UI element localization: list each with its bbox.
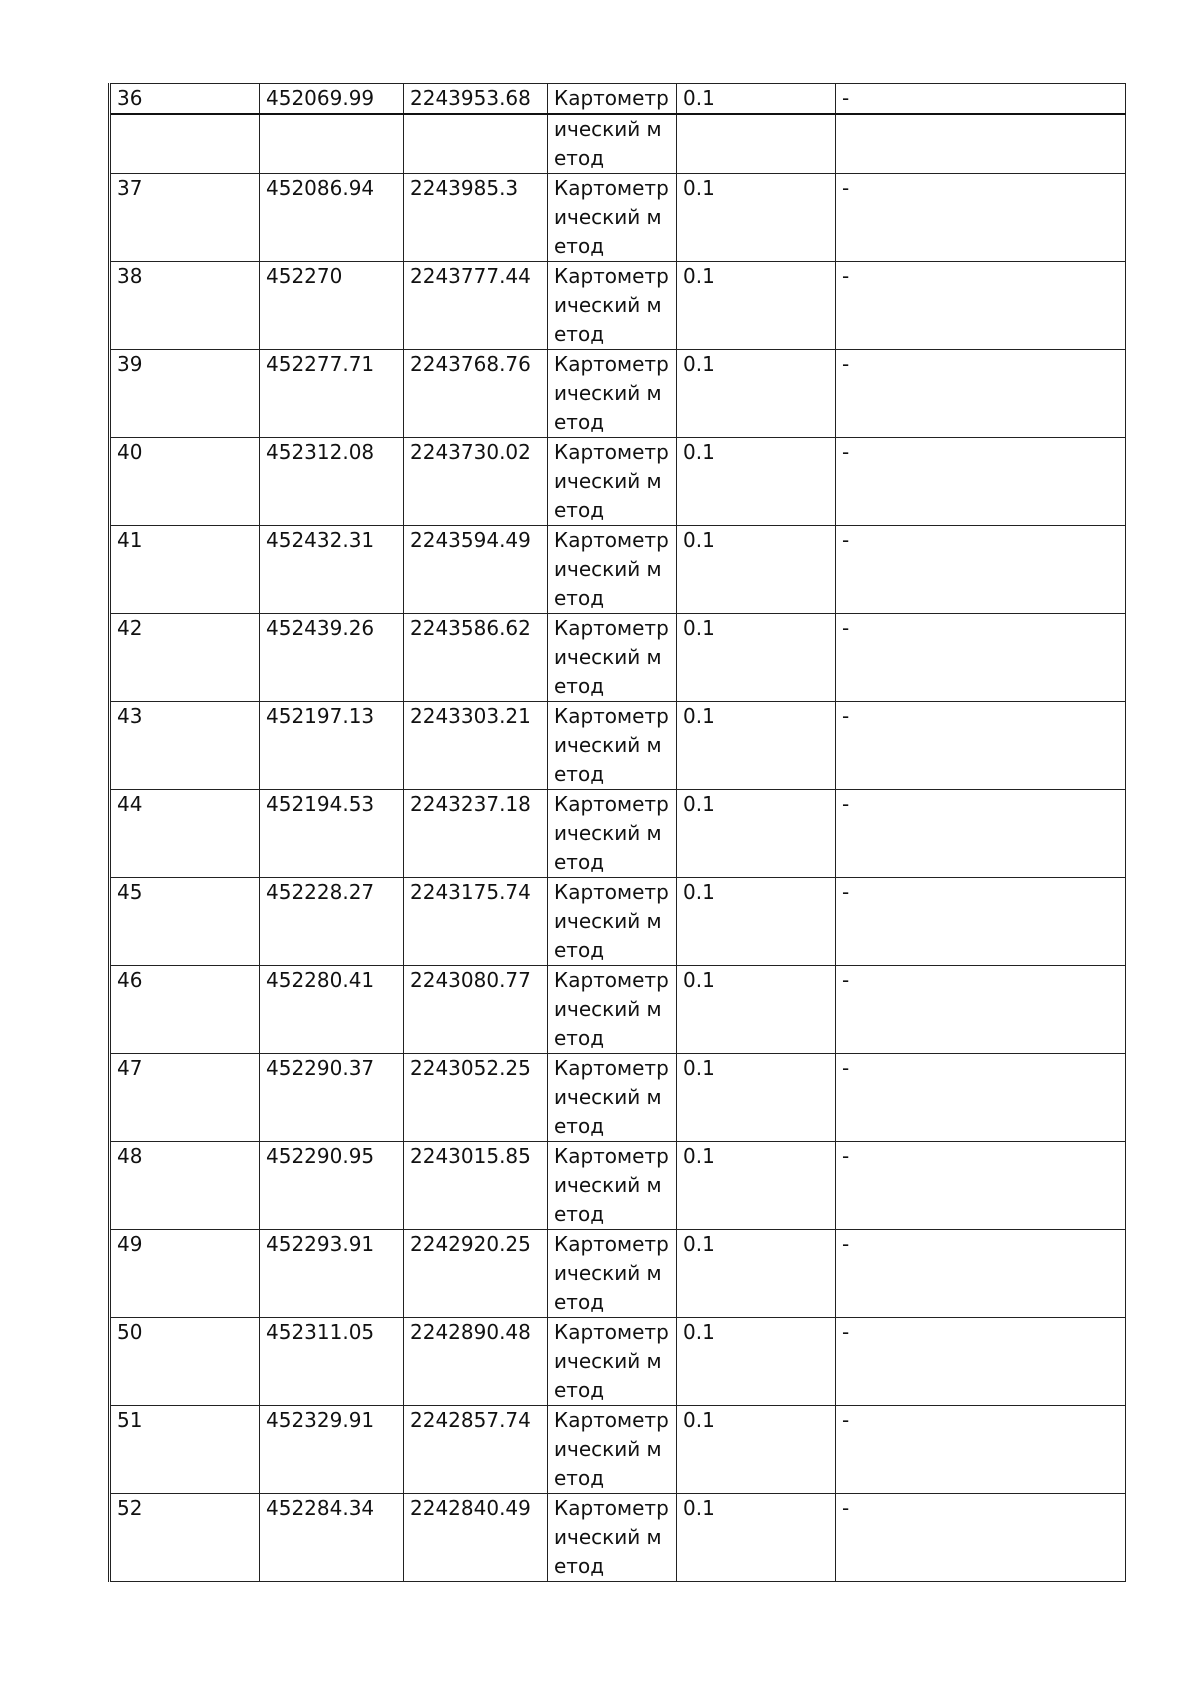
method-cell: Картометрический метод [548, 1494, 677, 1582]
x-coordinate-cell: 452311.05 [260, 1318, 404, 1406]
y-coordinate-cell: 2243237.18 [404, 790, 548, 878]
y-coordinate-cell: 2242840.49 [404, 1494, 548, 1582]
method-cell: Картометрический метод [548, 1054, 677, 1142]
x-coordinate-cell: 452069.99 [260, 84, 404, 115]
method-cell: Картометрический метод [548, 526, 677, 614]
table-row [110, 526, 1126, 614]
table-row [110, 1230, 1126, 1318]
y-coordinate-cell: 2243594.49 [404, 526, 548, 614]
point-number-cell: 36 [110, 84, 260, 115]
description-cell [836, 114, 1126, 174]
x-coordinate-cell: 452197.13 [260, 702, 404, 790]
y-coordinate-cell: 2242857.74 [404, 1406, 548, 1494]
point-number-cell: 37 [110, 174, 260, 262]
x-coordinate-cell: 452293.91 [260, 1230, 404, 1318]
table-row [110, 1318, 1126, 1406]
point-number-cell: 52 [110, 1494, 260, 1582]
point-number-cell: 40 [110, 438, 260, 526]
point-number-cell: 50 [110, 1318, 260, 1406]
method-cell: Картометрический метод [548, 174, 677, 262]
accuracy-cell: 0.1 [677, 614, 836, 702]
accuracy-cell: 0.1 [677, 350, 836, 438]
point-number-cell: 45 [110, 878, 260, 966]
table-row [110, 174, 1126, 262]
method-cell: Картометрический метод [548, 1230, 677, 1318]
table-row [110, 614, 1126, 702]
accuracy-cell: 0.1 [677, 702, 836, 790]
x-coordinate-cell: 452277.71 [260, 350, 404, 438]
x-coordinate-cell [260, 114, 404, 174]
y-coordinate-cell: 2243953.68 [404, 84, 548, 115]
accuracy-cell: 0.1 [677, 262, 836, 350]
x-coordinate-cell: 452290.37 [260, 1054, 404, 1142]
accuracy-cell: 0.1 [677, 1494, 836, 1582]
table-row [110, 1406, 1126, 1494]
x-coordinate-cell: 452228.27 [260, 878, 404, 966]
description-cell: - [836, 878, 1126, 966]
method-cell: Картометрический метод [548, 966, 677, 1054]
method-cell: Картометрический метод [548, 702, 677, 790]
table-row [110, 84, 1126, 115]
point-number-cell: 47 [110, 1054, 260, 1142]
table-row [110, 262, 1126, 350]
method-cell: Картометрический метод [548, 1406, 677, 1494]
table-row [110, 1054, 1126, 1142]
description-cell: - [836, 1054, 1126, 1142]
table-row [110, 350, 1126, 438]
y-coordinate-cell: 2243175.74 [404, 878, 548, 966]
table-row [110, 438, 1126, 526]
accuracy-cell: 0.1 [677, 1406, 836, 1494]
accuracy-cell: 0.1 [677, 1318, 836, 1406]
description-cell: - [836, 438, 1126, 526]
table-row-continuation [110, 114, 1126, 174]
accuracy-cell: 0.1 [677, 966, 836, 1054]
description-cell: - [836, 350, 1126, 438]
method-cell: Картометр [548, 84, 677, 115]
point-number-cell: 38 [110, 262, 260, 350]
point-number-cell: 49 [110, 1230, 260, 1318]
y-coordinate-cell: 2243768.76 [404, 350, 548, 438]
point-number-cell: 46 [110, 966, 260, 1054]
method-cell: Картометрический метод [548, 614, 677, 702]
x-coordinate-cell: 452284.34 [260, 1494, 404, 1582]
x-coordinate-cell: 452432.31 [260, 526, 404, 614]
y-coordinate-cell: 2243052.25 [404, 1054, 548, 1142]
table-row [110, 878, 1126, 966]
method-cell: Картометрический метод [548, 262, 677, 350]
point-number-cell: 42 [110, 614, 260, 702]
description-cell: - [836, 1406, 1126, 1494]
description-cell: - [836, 1230, 1126, 1318]
x-coordinate-cell: 452270 [260, 262, 404, 350]
method-cell: Картометрический метод [548, 1318, 677, 1406]
table-row [110, 790, 1126, 878]
description-cell: - [836, 790, 1126, 878]
table-row [110, 966, 1126, 1054]
accuracy-cell: 0.1 [677, 878, 836, 966]
description-cell: - [836, 262, 1126, 350]
description-cell: - [836, 1142, 1126, 1230]
table-row [110, 1142, 1126, 1230]
point-number-cell: 43 [110, 702, 260, 790]
description-cell: - [836, 526, 1126, 614]
y-coordinate-cell: 2243015.85 [404, 1142, 548, 1230]
accuracy-cell: 0.1 [677, 526, 836, 614]
y-coordinate-cell: 2243730.02 [404, 438, 548, 526]
description-cell: - [836, 614, 1126, 702]
description-cell: - [836, 966, 1126, 1054]
y-coordinate-cell: 2243777.44 [404, 262, 548, 350]
y-coordinate-cell: 2242920.25 [404, 1230, 548, 1318]
x-coordinate-cell: 452194.53 [260, 790, 404, 878]
accuracy-cell: 0.1 [677, 438, 836, 526]
accuracy-cell [677, 114, 836, 174]
description-cell: - [836, 174, 1126, 262]
method-cell: Картометрический метод [548, 1142, 677, 1230]
accuracy-cell: 0.1 [677, 1054, 836, 1142]
x-coordinate-cell: 452280.41 [260, 966, 404, 1054]
y-coordinate-cell: 2243303.21 [404, 702, 548, 790]
accuracy-cell: 0.1 [677, 1142, 836, 1230]
y-coordinate-cell: 2243080.77 [404, 966, 548, 1054]
point-number-cell: 44 [110, 790, 260, 878]
coordinates-table-body [110, 84, 1126, 1582]
description-cell: - [836, 1318, 1126, 1406]
description-cell: - [836, 1494, 1126, 1582]
accuracy-cell: 0.1 [677, 84, 836, 115]
point-number-cell: 48 [110, 1142, 260, 1230]
x-coordinate-cell: 452439.26 [260, 614, 404, 702]
table-row [110, 702, 1126, 790]
table-row [110, 1494, 1126, 1582]
y-coordinate-cell: 2243586.62 [404, 614, 548, 702]
y-coordinate-cell: 2242890.48 [404, 1318, 548, 1406]
point-number-cell: 39 [110, 350, 260, 438]
y-coordinate-cell [404, 114, 548, 174]
point-number-cell [110, 114, 260, 174]
accuracy-cell: 0.1 [677, 790, 836, 878]
description-cell: - [836, 702, 1126, 790]
accuracy-cell: 0.1 [677, 1230, 836, 1318]
description-cell: - [836, 84, 1126, 115]
method-cell: Картометрический метод [548, 438, 677, 526]
method-cell: Картометрический метод [548, 350, 677, 438]
point-number-cell: 51 [110, 1406, 260, 1494]
x-coordinate-cell: 452312.08 [260, 438, 404, 526]
x-coordinate-cell: 452290.95 [260, 1142, 404, 1230]
point-number-cell: 41 [110, 526, 260, 614]
method-cell: ический метод [548, 114, 677, 174]
method-cell: Картометрический метод [548, 878, 677, 966]
coordinates-table [108, 83, 1126, 1582]
x-coordinate-cell: 452329.91 [260, 1406, 404, 1494]
y-coordinate-cell: 2243985.3 [404, 174, 548, 262]
x-coordinate-cell: 452086.94 [260, 174, 404, 262]
method-cell: Картометрический метод [548, 790, 677, 878]
accuracy-cell: 0.1 [677, 174, 836, 262]
